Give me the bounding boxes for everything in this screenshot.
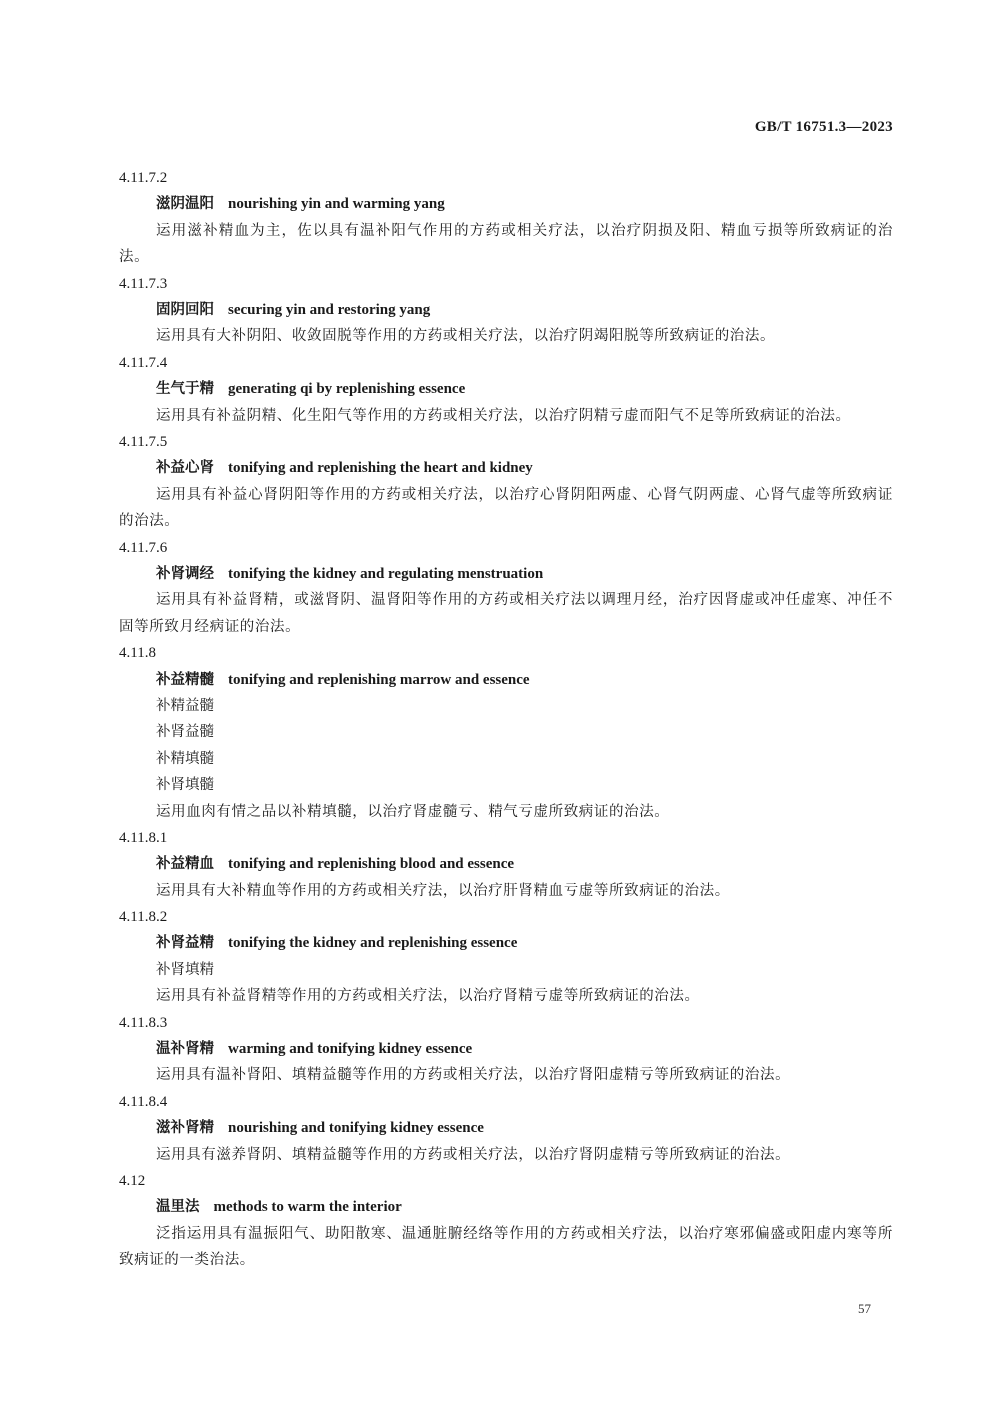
term-definition: 运用具有大补精血等作用的方药或相关疗法，以治疗肝肾精血亏虚等所致病证的治法。 bbox=[156, 882, 730, 899]
term-english: nourishing yin and warming yang bbox=[228, 196, 445, 213]
term-chinese: 补益心肾 bbox=[156, 460, 214, 477]
term-entry bbox=[119, 1089, 893, 1168]
term-chinese: 补肾调经 bbox=[156, 565, 214, 582]
term-chinese: 补益精血 bbox=[156, 856, 214, 873]
clause-number: 4.11.7.3 bbox=[119, 275, 168, 292]
term-chinese: 生气于精 bbox=[156, 381, 214, 398]
term-chinese: 固阴回阳 bbox=[156, 301, 214, 318]
term-entry bbox=[119, 1168, 893, 1274]
term-entry bbox=[119, 165, 893, 271]
term-definition: 运用具有补益心肾阴阳等作用的方药或相关疗法，以治疗心肾阴阳两虚、心肾气阴两虚、心肾气虚等所致病证的治法。 bbox=[119, 486, 893, 530]
term-entry bbox=[119, 535, 893, 641]
term-definition: 运用血肉有情之品以补精填髓，以治疗肾虚髓亏、精气亏虚所致病证的治法。 bbox=[156, 803, 670, 820]
term-heading bbox=[119, 455, 893, 481]
term-english: nourishing and tonifying kidney essence bbox=[228, 1120, 484, 1137]
term-synonym: 补肾填髓 bbox=[156, 777, 214, 794]
document-body bbox=[119, 165, 893, 1274]
term-heading bbox=[119, 191, 893, 217]
term-chinese: 补肾益精 bbox=[156, 935, 214, 952]
term-entry bbox=[119, 904, 893, 1010]
term-synonym: 补肾益髓 bbox=[156, 724, 214, 741]
clause-number: 4.11.7.4 bbox=[119, 354, 168, 371]
term-definition: 运用滋补精血为主，佐以具有温补阳气作用的方药或相关疗法，以治疗阴损及阳、精血亏损等所致病证的治法。 bbox=[119, 222, 893, 266]
term-entry bbox=[119, 1010, 893, 1089]
term-definition: 运用具有补益阴精、化生阳气等作用的方药或相关疗法，以治疗阴精亏虚而阳气不足等所致病证的治法。 bbox=[156, 407, 851, 424]
term-chinese: 温补肾精 bbox=[156, 1041, 214, 1058]
term-definition: 运用具有大补阴阳、收敛固脱等作用的方药或相关疗法，以治疗阴竭阳脱等所致病证的治法。 bbox=[156, 328, 776, 345]
term-heading bbox=[119, 376, 893, 402]
term-definition: 运用具有补益肾精，或滋肾阴、温肾阳等作用的方药或相关疗法以调理月经，治疗因肾虚或冲任虚寒、冲任不固等所致月经病证的治法。 bbox=[119, 592, 893, 635]
clause-number: 4.11.7.5 bbox=[119, 433, 168, 450]
term-english: methods to warm the interior bbox=[213, 1199, 402, 1216]
term-synonym: 补精益髓 bbox=[156, 697, 214, 714]
term-english: tonifying and replenishing blood and essence bbox=[228, 856, 515, 873]
term-chinese: 滋补肾精 bbox=[156, 1120, 214, 1137]
clause-number: 4.11.7.2 bbox=[119, 170, 168, 186]
term-entry bbox=[119, 271, 893, 350]
term-chinese: 温里法 bbox=[156, 1199, 200, 1216]
term-heading bbox=[119, 297, 893, 323]
term-english: tonifying and replenishing marrow and essence bbox=[228, 671, 530, 688]
clause-number: 4.11.7.6 bbox=[119, 539, 168, 556]
term-chinese: 补益精髓 bbox=[156, 671, 214, 688]
clause-number: 4.11.8 bbox=[119, 645, 156, 662]
clause-number: 4.11.8.3 bbox=[119, 1014, 168, 1031]
page-number: 57 bbox=[858, 1301, 871, 1316]
term-english: tonifying the kidney and replenishing essence bbox=[228, 935, 518, 952]
term-entry bbox=[119, 825, 893, 904]
term-synonym: 补肾填精 bbox=[156, 961, 214, 978]
term-heading bbox=[119, 561, 893, 587]
term-entry bbox=[119, 640, 893, 825]
standard-code: GB/T 16751.3—2023 bbox=[754, 119, 893, 135]
term-heading bbox=[119, 851, 893, 877]
term-chinese: 滋阴温阳 bbox=[156, 196, 214, 213]
clause-number: 4.11.8.1 bbox=[119, 829, 168, 846]
term-definition: 泛指运用具有温振阳气、助阳散寒、温通脏腑经络等作用的方药或相关疗法，以治疗寒邪偏盛或阳虚内寒等所致病证的一类治法。 bbox=[119, 1225, 893, 1269]
term-english: tonifying and replenishing the heart and kidney bbox=[228, 460, 533, 477]
term-heading bbox=[119, 1194, 893, 1220]
term-heading bbox=[119, 1036, 893, 1062]
term-english: warming and tonifying kidney essence bbox=[228, 1041, 473, 1058]
term-definition: 运用具有滋养肾阴、填精益髓等作用的方药或相关疗法，以治疗肾阴虚精亏等所致病证的治法。 bbox=[156, 1146, 791, 1163]
term-definition: 运用具有补益肾精等作用的方药或相关疗法，以治疗肾精亏虚等所致病证的治法。 bbox=[156, 988, 700, 1005]
term-english: tonifying the kidney and regulating menstruation bbox=[228, 565, 544, 582]
term-heading bbox=[119, 1115, 893, 1141]
term-heading bbox=[119, 667, 893, 693]
clause-number: 4.11.8.2 bbox=[119, 909, 168, 926]
term-entry bbox=[119, 350, 893, 429]
clause-number: 4.12 bbox=[119, 1173, 146, 1190]
term-definition: 运用具有温补肾阳、填精益髓等作用的方药或相关疗法，以治疗肾阳虚精亏等所致病证的治法。 bbox=[156, 1067, 791, 1084]
term-english: generating qi by replenishing essence bbox=[228, 381, 466, 398]
term-entry bbox=[119, 429, 893, 535]
term-synonym: 补精填髓 bbox=[156, 750, 214, 767]
term-english: securing yin and restoring yang bbox=[228, 301, 431, 318]
term-heading bbox=[119, 930, 893, 956]
clause-number: 4.11.8.4 bbox=[119, 1093, 168, 1110]
